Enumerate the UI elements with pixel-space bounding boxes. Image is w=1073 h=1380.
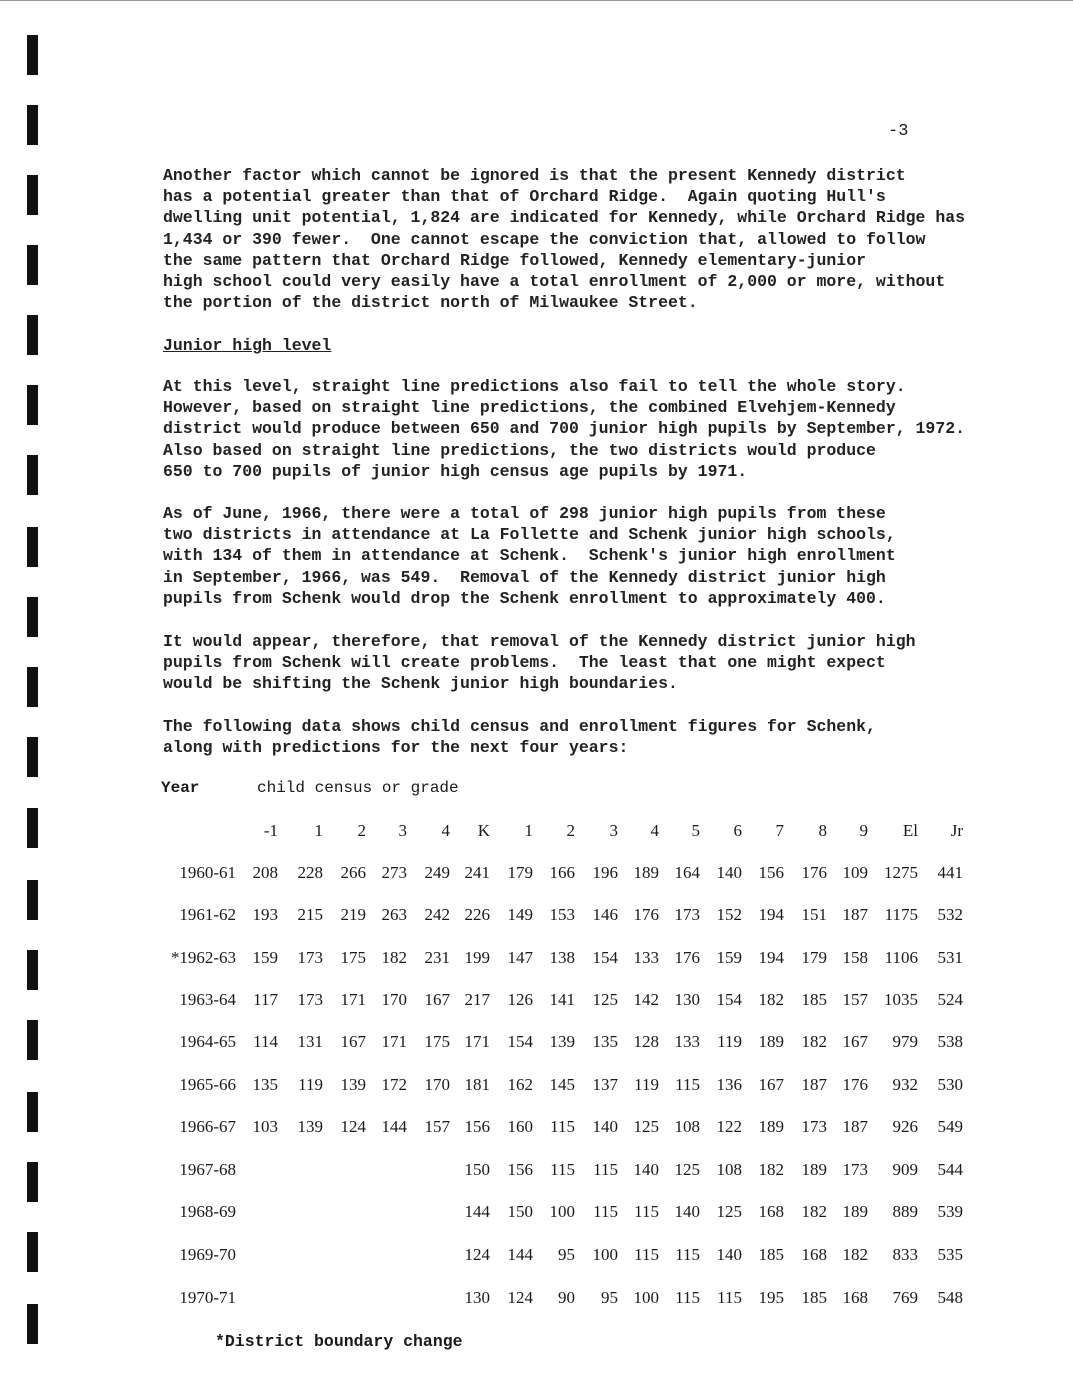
- table-cell: 115: [675, 1288, 700, 1307]
- table-cell: 124: [507, 1288, 533, 1307]
- table-cell: 217: [464, 990, 490, 1009]
- table-cell: 1106: [884, 948, 918, 967]
- table-cell: 151: [801, 905, 827, 924]
- table-cell: 139: [297, 1117, 323, 1136]
- table-cell: 128: [633, 1032, 659, 1051]
- table-cell: 140: [674, 1202, 700, 1221]
- table-cell: 172: [381, 1075, 407, 1094]
- table-cell: 208: [252, 863, 278, 882]
- table-cell: 156: [464, 1117, 490, 1136]
- table-cell: 122: [716, 1117, 742, 1136]
- table-cell: 158: [842, 948, 868, 967]
- row-year: 1970-71: [179, 1288, 236, 1307]
- table-cell: 182: [758, 1160, 784, 1179]
- table-cell: 160: [507, 1117, 533, 1136]
- table-cell: 130: [464, 1288, 490, 1307]
- table-cell: 535: [937, 1245, 963, 1264]
- table-cell: 156: [507, 1160, 533, 1179]
- column-header: 1: [314, 821, 323, 840]
- table-cell: 176: [842, 1075, 868, 1094]
- table-cell: 115: [593, 1160, 618, 1179]
- table-cell: 194: [758, 948, 784, 967]
- table-cell: 149: [507, 905, 533, 924]
- paragraph-june-1966: As of June, 1966, there were a total of 298 junior high pupils from these two districts in attendance at La Follette and Schenk junior high schools, with 134 of them in attendance at Schenk. Schenk's junior high enrollment in September, 1966, was 549. Removal of the Kennedy district junior high pupils from Schenk would drop the Schenk enrollment to approximately 400.: [163, 504, 896, 608]
- punch-mark: [27, 105, 38, 145]
- table-cell: 167: [842, 1032, 868, 1051]
- table-cell: 176: [633, 905, 659, 924]
- table-cell: 538: [937, 1032, 963, 1051]
- table-cell: 769: [892, 1288, 918, 1307]
- table-cell: 189: [842, 1202, 868, 1221]
- table-cell: 173: [674, 905, 700, 924]
- table-cell: 185: [801, 990, 827, 1009]
- table-cell: 199: [464, 948, 490, 967]
- row-year: 1966-67: [179, 1117, 236, 1136]
- punch-mark: [27, 1020, 38, 1060]
- table-cell: 154: [716, 990, 742, 1009]
- table-cell: 108: [716, 1160, 742, 1179]
- punch-mark: [27, 1304, 38, 1344]
- group-label: child census or grade: [257, 779, 459, 797]
- column-header: 6: [733, 821, 742, 840]
- table-cell: 173: [297, 948, 323, 967]
- table-cell: 131: [297, 1032, 323, 1051]
- row-year: 1963-64: [179, 990, 236, 1009]
- punch-mark: [27, 1092, 38, 1132]
- table-cell: 932: [892, 1075, 918, 1094]
- table-cell: 242: [424, 905, 450, 924]
- table-cell: 548: [937, 1288, 963, 1307]
- table-cell: 162: [507, 1075, 533, 1094]
- table-cell: 182: [381, 948, 407, 967]
- punch-mark: [27, 1232, 38, 1272]
- column-header: 4: [650, 821, 659, 840]
- table-cell: 182: [758, 990, 784, 1009]
- table-cell: 532: [937, 905, 963, 924]
- table-cell: 119: [717, 1032, 742, 1051]
- table-cell: 133: [633, 948, 659, 967]
- table-cell: 130: [674, 990, 700, 1009]
- table-cell: 126: [507, 990, 533, 1009]
- table-cell: 136: [716, 1075, 742, 1094]
- table-cell: 164: [674, 863, 700, 882]
- table-cell: 1275: [884, 863, 918, 882]
- row-year: 1960-61: [179, 863, 236, 882]
- table-cell: 139: [549, 1032, 575, 1051]
- table-cell: 187: [842, 1117, 868, 1136]
- punch-mark: [27, 880, 38, 920]
- table-cell: 115: [634, 1245, 659, 1264]
- table-cell: 100: [549, 1202, 575, 1221]
- table-cell: 90: [558, 1288, 575, 1307]
- table-cell: 193: [252, 905, 278, 924]
- table-cell: 530: [937, 1075, 963, 1094]
- table-cell: 168: [842, 1288, 868, 1307]
- table-cell: 115: [675, 1075, 700, 1094]
- table-cell: 181: [464, 1075, 490, 1094]
- table-cell: 194: [758, 905, 784, 924]
- table-cell: 147: [507, 948, 533, 967]
- table-cell: 115: [593, 1202, 618, 1221]
- table-cell: 95: [558, 1245, 575, 1264]
- table-cell: 889: [892, 1202, 918, 1221]
- column-header: 8: [818, 821, 827, 840]
- column-header: El: [902, 821, 918, 840]
- column-header: 1: [524, 821, 533, 840]
- column-header: 7: [775, 821, 784, 840]
- table-cell: 138: [549, 948, 575, 967]
- table-cell: 195: [758, 1288, 784, 1307]
- table-cell: 115: [634, 1202, 659, 1221]
- punch-mark: [27, 667, 38, 707]
- table-cell: 115: [675, 1245, 700, 1264]
- table-cell: 524: [937, 990, 963, 1009]
- table-cell: 531: [937, 948, 963, 967]
- table-cell: 152: [716, 905, 742, 924]
- column-header: 5: [691, 821, 700, 840]
- table-cell: 926: [892, 1117, 918, 1136]
- table-cell: 549: [937, 1117, 963, 1136]
- punch-mark: [27, 385, 38, 425]
- table-cell: 144: [381, 1117, 407, 1136]
- table-cell: 125: [716, 1202, 742, 1221]
- table-cell: 119: [634, 1075, 659, 1094]
- punch-mark: [27, 737, 38, 777]
- table-cell: 544: [937, 1160, 963, 1179]
- table-cell: 179: [507, 863, 533, 882]
- column-header: Jr: [950, 821, 963, 840]
- table-cell: 137: [592, 1075, 618, 1094]
- table-cell: 231: [424, 948, 450, 967]
- column-header: 4: [441, 821, 450, 840]
- table-cell: 215: [297, 905, 323, 924]
- table-cell: 189: [633, 863, 659, 882]
- section-heading: Junior high level: [163, 336, 332, 355]
- table-cell: 117: [253, 990, 278, 1009]
- table-cell: 100: [592, 1245, 618, 1264]
- table-cell: 833: [892, 1245, 918, 1264]
- table-cell: 109: [842, 863, 868, 882]
- table-cell: 159: [716, 948, 742, 967]
- punch-mark: [27, 950, 38, 990]
- table-cell: 154: [507, 1032, 533, 1051]
- paragraph-straight-line: At this level, straight line predictions also fail to tell the whole story. However, based on straight line predictions, the combined Elvehjem-Kennedy district would produce between 650 and 700 junior high pupils by September, 1972. Also based on straight line predictions, the two districts would produce 650 to 700 pupils of junior high census age pupils by 1971.: [163, 377, 966, 481]
- table-cell: 95: [601, 1288, 618, 1307]
- table-cell: 140: [716, 1245, 742, 1264]
- table-cell: 140: [592, 1117, 618, 1136]
- table-cell: 153: [549, 905, 575, 924]
- punch-mark: [27, 175, 38, 215]
- page-number: -3: [888, 122, 909, 141]
- table-cell: 125: [592, 990, 618, 1009]
- table-cell: 125: [674, 1160, 700, 1179]
- table-cell: 241: [464, 863, 490, 882]
- punch-mark: [27, 597, 38, 637]
- table-cell: 133: [674, 1032, 700, 1051]
- punch-mark: [27, 808, 38, 848]
- table-cell: 176: [801, 863, 827, 882]
- table-cell: 156: [758, 863, 784, 882]
- column-header: 3: [398, 821, 407, 840]
- punch-mark: [27, 455, 38, 495]
- table-cell: 135: [252, 1075, 278, 1094]
- punch-mark: [27, 315, 38, 355]
- table-cell: 119: [298, 1075, 323, 1094]
- table-cell: 1035: [884, 990, 918, 1009]
- table-cell: 114: [253, 1032, 278, 1051]
- table-cell: 100: [633, 1288, 659, 1307]
- table-cell: 185: [758, 1245, 784, 1264]
- table-cell: 146: [592, 905, 618, 924]
- table-cell: 228: [297, 863, 323, 882]
- table-cell: 142: [633, 990, 659, 1009]
- footnote: *District boundary change: [215, 1332, 463, 1351]
- table-cell: 266: [340, 863, 366, 882]
- table-cell: 144: [507, 1245, 533, 1264]
- table-cell: 167: [340, 1032, 366, 1051]
- table-cell: 187: [842, 905, 868, 924]
- punch-mark: [27, 35, 38, 75]
- table-cell: 124: [340, 1117, 366, 1136]
- table-cell: 182: [801, 1202, 827, 1221]
- table-cell: 154: [592, 948, 618, 967]
- column-header: -1: [263, 821, 278, 840]
- column-header: 9: [859, 821, 868, 840]
- row-year: 1965-66: [179, 1075, 236, 1094]
- table-cell: 263: [381, 905, 407, 924]
- table-cell: 173: [801, 1117, 827, 1136]
- row-year: 1964-65: [179, 1032, 236, 1051]
- table-cell: 167: [424, 990, 450, 1009]
- table-cell: 189: [758, 1032, 784, 1051]
- table-cell: 176: [674, 948, 700, 967]
- row-year: 1967-68: [179, 1160, 236, 1179]
- table-cell: 171: [381, 1032, 407, 1051]
- table-cell: 166: [549, 863, 575, 882]
- table-cell: 157: [424, 1117, 450, 1136]
- table-cell: 175: [424, 1032, 450, 1051]
- table-cell: 140: [716, 863, 742, 882]
- table-cell: 150: [464, 1160, 490, 1179]
- paragraph-appear: It would appear, therefore, that removal of the Kennedy district junior high pupils from Schenk will create problems. The least that one might expect would be shifting the Schenk junior high boundaries.: [163, 632, 916, 694]
- table-cell: 173: [297, 990, 323, 1009]
- table-cell: 140: [633, 1160, 659, 1179]
- punch-mark: [27, 245, 38, 285]
- table-cell: 179: [801, 948, 827, 967]
- table-cell: 171: [340, 990, 366, 1009]
- page-top-edge: [0, 0, 1073, 1]
- table-cell: 171: [464, 1032, 490, 1051]
- table-cell: 167: [758, 1075, 784, 1094]
- column-header: 2: [566, 821, 575, 840]
- table-cell: 139: [340, 1075, 366, 1094]
- table-cell: 170: [381, 990, 407, 1009]
- table-cell: 144: [464, 1202, 490, 1221]
- table-cell: 168: [758, 1202, 784, 1221]
- table-cell: 173: [842, 1160, 868, 1179]
- table-cell: 115: [550, 1160, 575, 1179]
- table-cell: 141: [549, 990, 575, 1009]
- table-cell: 103: [252, 1117, 278, 1136]
- paragraph-kennedy-potential: Another factor which cannot be ignored is that the present Kennedy district has a potential greater than that of Orchard Ridge. Again quoting Hull's dwelling unit potential, 1,824 are indicated for Kennedy, while Orchard Ridge has 1,434 or 390 fewer. One cannot escape the conviction that, allowed to follow the same pattern that Orchard Ridge followed, Kennedy elementary-junior high school could very easily have a total enrollment of 2,000 or more, without the portion of the district north of Milwaukee Street.: [163, 166, 966, 313]
- table-cell: 115: [717, 1288, 742, 1307]
- table-cell: 219: [340, 905, 366, 924]
- table-cell: 159: [252, 948, 278, 967]
- row-year: 1968-69: [179, 1202, 236, 1221]
- row-year: 1969-70: [179, 1245, 236, 1264]
- year-column-label: Year: [161, 779, 200, 797]
- table-cell: 185: [801, 1288, 827, 1307]
- table-cell: 273: [381, 863, 407, 882]
- table-cell: 145: [549, 1075, 575, 1094]
- table-cell: 196: [592, 863, 618, 882]
- paragraph-following-data: The following data shows child census and enrollment figures for Schenk, along with predictions for the next four years:: [163, 717, 876, 758]
- punch-mark: [27, 1162, 38, 1202]
- table-cell: 157: [842, 990, 868, 1009]
- table-cell: 175: [340, 948, 366, 967]
- table-cell: 1175: [884, 905, 918, 924]
- row-year: *1962-63: [170, 948, 236, 967]
- table-cell: 249: [424, 863, 450, 882]
- table-cell: 539: [937, 1202, 963, 1221]
- table-cell: 108: [674, 1117, 700, 1136]
- table-cell: 189: [758, 1117, 784, 1136]
- punch-mark: [27, 527, 38, 567]
- table-cell: 979: [892, 1032, 918, 1051]
- table-cell: 168: [801, 1245, 827, 1264]
- table-cell: 909: [892, 1160, 918, 1179]
- column-header: 2: [357, 821, 366, 840]
- table-cell: 182: [842, 1245, 868, 1264]
- table-cell: 135: [592, 1032, 618, 1051]
- table-cell: 226: [464, 905, 490, 924]
- table-cell: 187: [801, 1075, 827, 1094]
- table-cell: 125: [633, 1117, 659, 1136]
- table-cell: 189: [801, 1160, 827, 1179]
- table-cell: 170: [424, 1075, 450, 1094]
- column-header: K: [477, 821, 490, 840]
- column-header: 3: [609, 821, 618, 840]
- table-cell: 124: [464, 1245, 490, 1264]
- table-cell: 182: [801, 1032, 827, 1051]
- table-cell: 115: [550, 1117, 575, 1136]
- row-year: 1961-62: [179, 905, 236, 924]
- table-cell: 150: [507, 1202, 533, 1221]
- table-cell: 441: [937, 863, 963, 882]
